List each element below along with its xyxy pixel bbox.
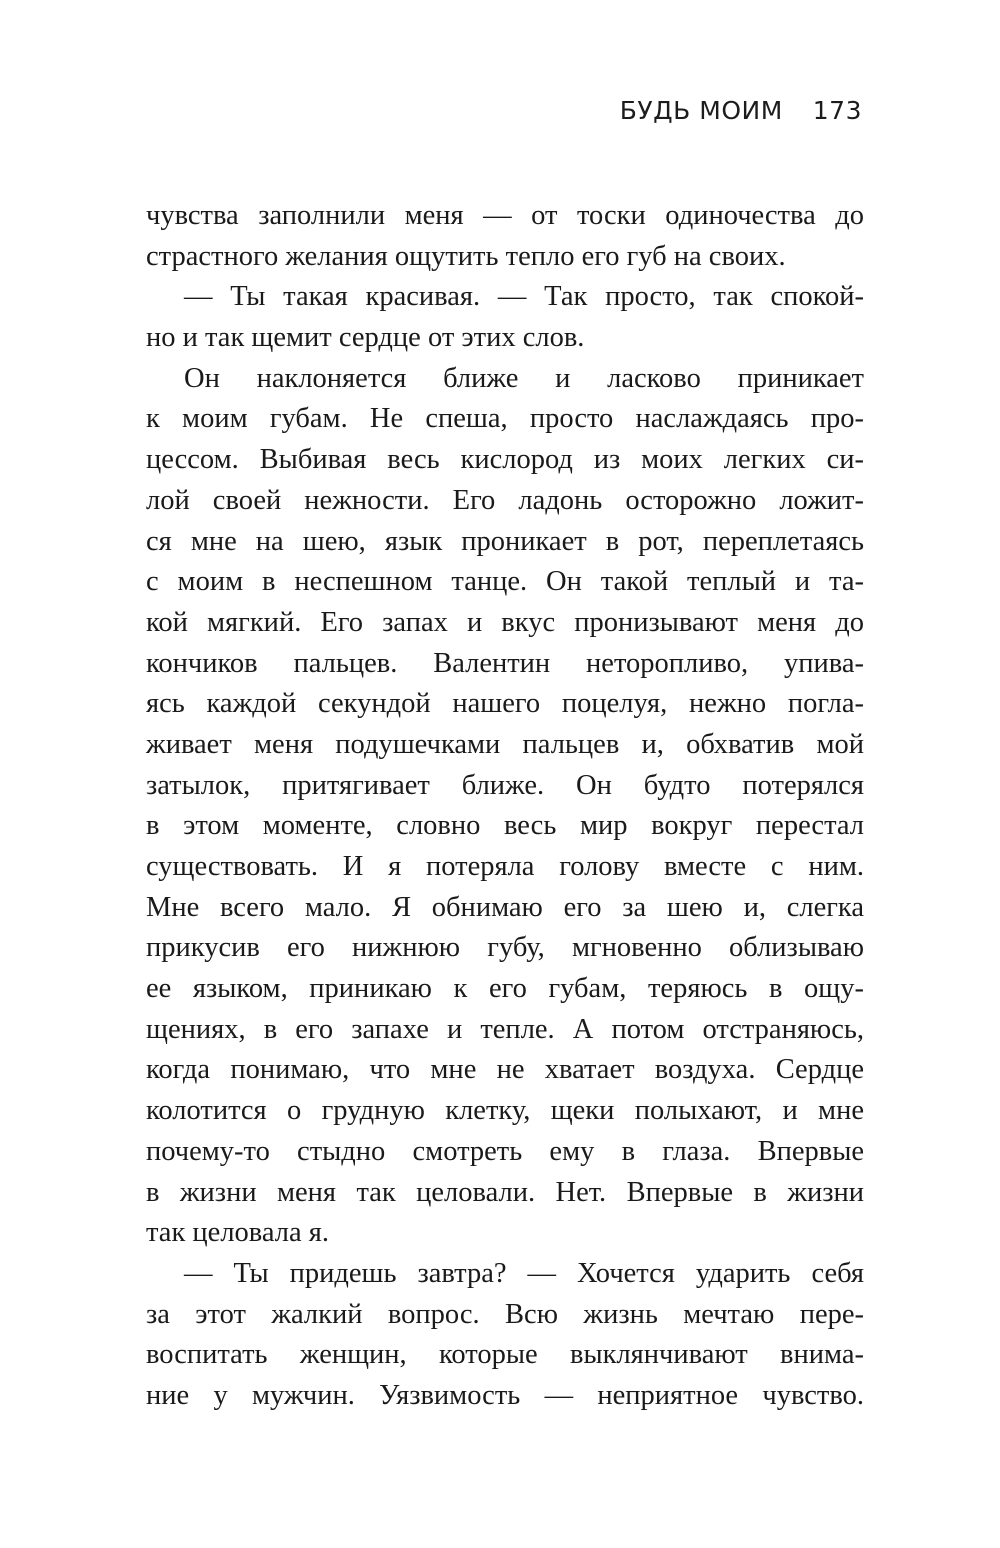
paragraph	[146, 196, 864, 277]
paragraph	[146, 1254, 864, 1417]
text-line: в жизни меня так целовали. Нет. Впервые в жизни	[146, 1176, 864, 1208]
text-line: щениях, в его запахе и тепле. А потом отстраняюсь,	[146, 1013, 864, 1045]
text-line: колотится о грудную клетку, щеки полыхают, и мне	[146, 1095, 864, 1127]
text-line: — Ты придешь завтра? — Хочется ударить себя	[184, 1257, 864, 1289]
text-line: так целовала я.	[146, 1217, 330, 1249]
text-line: к моим губам. Не спеша, просто наслаждаясь про-	[146, 403, 864, 435]
text-line: ее языком, приникаю к его губам, теряюсь в ощу-	[146, 973, 864, 1005]
text-line: но и так щемит сердце от этих слов.	[146, 322, 585, 354]
book-title: БУДЬ МОИМ	[619, 96, 783, 125]
text-line: ние у мужчин. Уязвимость — неприятное чувство.	[146, 1379, 864, 1411]
text-line: с моим в неспешном танце. Он такой теплый и та-	[146, 566, 864, 598]
text-line: ся мне на шею, язык проникает в рот, переплетаясь	[146, 525, 864, 557]
text-line: цессом. Выбивая весь кислород из моих легких си-	[146, 444, 864, 476]
text-line: воспитать женщин, которые выклянчивают внима-	[146, 1339, 864, 1371]
text-line: живает меня подушечками пальцев и, обхватив мой	[146, 728, 864, 760]
text-line: Он наклоняется ближе и ласково приникает	[184, 362, 864, 394]
text-line: прикусив его нижнюю губу, мгновенно облизываю	[146, 932, 864, 964]
text-line: ясь каждой секундой нашего поцелуя, нежно погла-	[146, 688, 864, 720]
paragraph	[146, 359, 864, 1254]
running-head	[620, 96, 862, 125]
text-line: — Ты такая красивая. — Так просто, так спокой-	[184, 281, 864, 313]
text-line: затылок, притягивает ближе. Он будто потерялся	[146, 769, 864, 801]
body-text	[146, 196, 864, 1417]
page-number: 173	[812, 96, 862, 125]
text-line: существовать. И я потеряла голову вместе с ним.	[146, 851, 864, 882]
text-line: Мне всего мало. Я обнимаю его за шею и, слегка	[146, 891, 864, 923]
text-line: в этом моменте, словно весь мир вокруг перестал	[146, 810, 864, 842]
text-line: когда понимаю, что мне не хватает воздуха. Сердце	[146, 1054, 864, 1086]
text-line: кой мягкий. Его запах и вкус пронизывают меня до	[146, 606, 864, 638]
text-line: чувства заполнили меня — от тоски одиночества до	[146, 200, 864, 231]
text-line: почему-то стыдно смотреть ему в глаза. Впервые	[146, 1135, 864, 1167]
text-line: страстного желания ощутить тепло его губ на своих.	[146, 240, 786, 272]
paragraph	[146, 277, 864, 358]
text-line: лой своей нежности. Его ладонь осторожно ложит-	[146, 484, 864, 516]
text-line: за этот жалкий вопрос. Всю жизнь мечтаю пере-	[146, 1298, 864, 1330]
text-line: кончиков пальцев. Валентин неторопливо, упива-	[146, 647, 864, 679]
